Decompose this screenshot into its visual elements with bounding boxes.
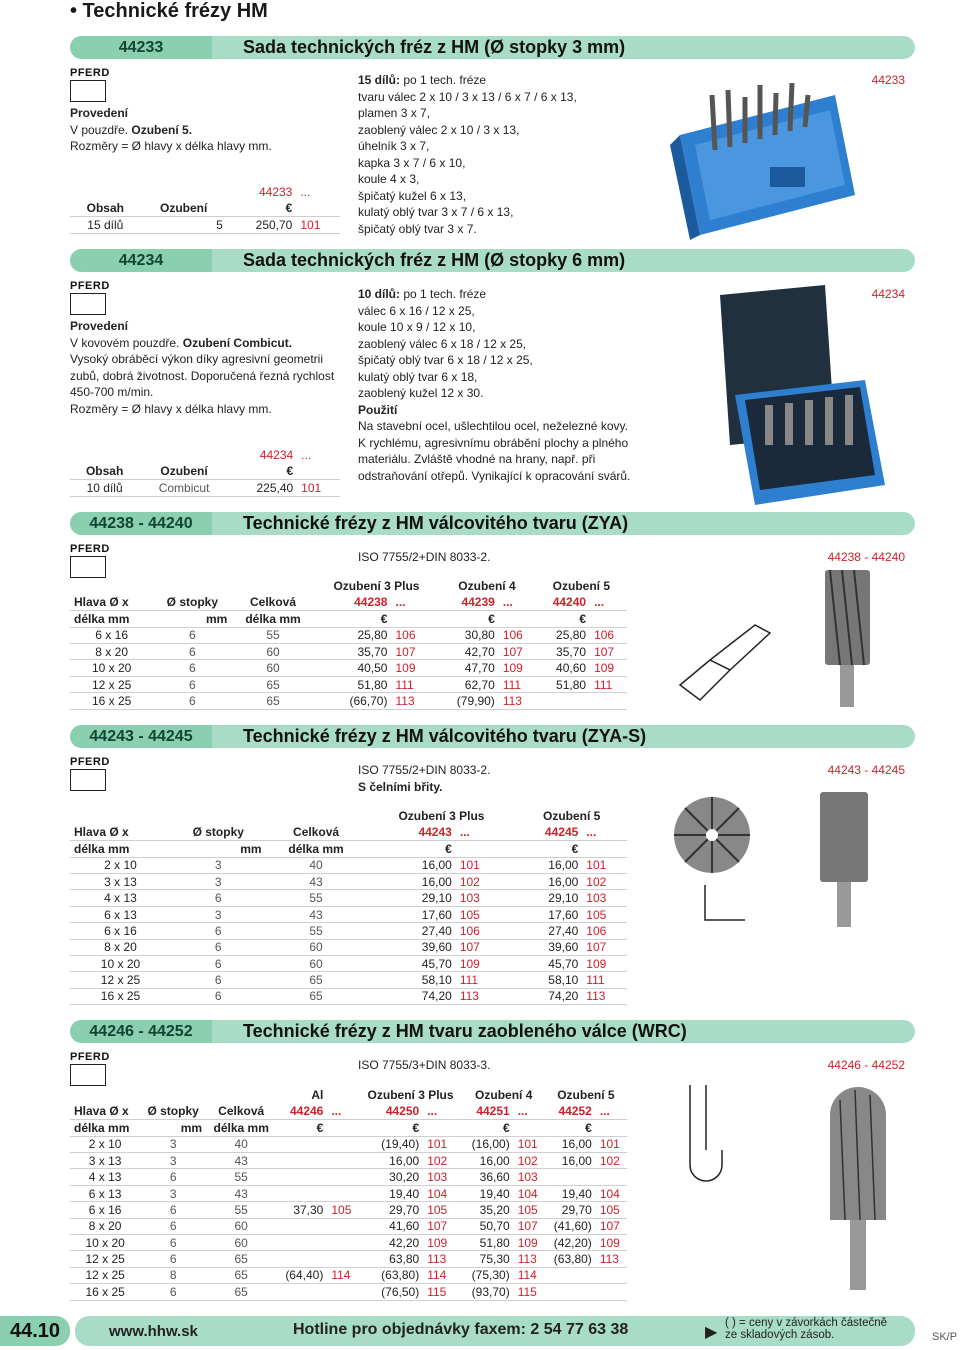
arrow-right-icon: ▶	[705, 1324, 718, 1341]
logo-text: PFERD	[70, 67, 110, 79]
table-row: 6 x 16 6 55 25,80 106 30,80 106 25,80 106	[70, 627, 627, 643]
table-row: 12 x 25 6 65 51,80 111 62,70 111 51,80 111	[70, 676, 627, 692]
price-note: ( ) = ceny v závorkách částečně ze skladových zásob.	[725, 1317, 888, 1341]
section-code: 44238 - 44240	[70, 512, 212, 535]
section-code: 44246 - 44252	[70, 1020, 212, 1043]
horse-icon	[70, 1064, 106, 1086]
section-title: Sada technických fréz z HM (Ø stopky 3 mm)	[243, 37, 626, 57]
table-row: 8 x 20 6 60 35,70 107 42,70 107 35,70 107	[70, 644, 627, 660]
table-row: 16 x 25 6 65 74,20 113 74,20 113	[70, 988, 627, 1004]
logo-text: PFERD	[70, 1051, 110, 1063]
section-title: Technické frézy z HM válcovitého tvaru (ZYA)	[243, 513, 629, 533]
section-title: Sada technických fréz z HM (Ø stopky 6 mm)	[243, 250, 626, 270]
table-row: 2 x 10 3 40 (19,40) 101 (16,00) 101 16,00 101	[70, 1136, 627, 1152]
pferd-logo	[70, 1051, 108, 1086]
section-header-44234	[70, 249, 915, 272]
section-header-44233	[70, 36, 915, 59]
page-title: • Technické frézy HM	[70, 0, 268, 22]
s4-norm: ISO 7755/2+DIN 8033-2. S čelními břity.	[358, 763, 491, 794]
s2-provedeni: Provedení V kovovém pouzdře. Ozubení Combicut. Vysoký obráběcí výkon díky agresivní geometrii zubů, dobrá životnost. Doporučená řezná rychlost 450-700 m/min. Rozměry = Ø hlavy x délka hlavy mm.	[70, 319, 335, 416]
s1-price-table: 44233 ... Obsah Ozubení € 15 dílů 5 250,70 101	[70, 184, 340, 234]
section-code: 44243 - 44245	[70, 725, 212, 748]
table-row: 12 x 25 6 65 63,80 113 75,30 113 (63,80) 113	[70, 1251, 627, 1267]
website-link[interactable]: www.hhw.sk	[109, 1323, 198, 1340]
section-header-44246	[70, 1020, 915, 1043]
table-row: 2 x 10 3 40 16,00 101 16,00 101	[70, 857, 627, 873]
table-row: 12 x 25 8 65 (64,40) 114 (63,80) 114 (75,30) 114	[70, 1267, 627, 1283]
s2-price-table: 44234 ... Obsah Ozubení € 10 dílů Combicut 225,40 101	[70, 447, 340, 497]
horse-icon	[70, 769, 106, 791]
pferd-logo	[70, 67, 108, 102]
s5-code-ref: 44246 - 44252	[827, 1058, 905, 1072]
table-row: 8 x 20 6 60 39,60 107 39,60 107	[70, 939, 627, 955]
section-title: Technické frézy z HM válcovitého tvaru (ZYA-S)	[243, 726, 647, 746]
section-code: 44234	[70, 249, 212, 272]
section-header-44243	[70, 725, 915, 748]
table-row: 4 x 13 6 55 29,10 103 29,10 103	[70, 890, 627, 906]
burr-set-metal-case-image	[715, 285, 890, 510]
table-row: 6 x 16 6 55 27,40 106 27,40 106	[70, 923, 627, 939]
s4-price-table: Ozubení 3 Plus Ozubení 5 Hlava Ø x Ø stopky Celková 44243 ... 44245 ... délka mm mm délka mm € € 2 x 10 3 40 16,00 101 16,00 101 3 x 13 3 43 16,00 102 16,00 102 4 x 13 6 55 29,10 103 29,10 103 6 x 13 3 43 17,60 105 17,60 105 6 x 16 6 55 27,40 106 27,40 106 8 x 20 6 60 39,60 107 39,60 107 10 x 20 6 60 45,70 109 45,70 109 12 x 25 6 65 58,10 111 58,10 111 16 x 25 6 65 74,20 113 74,20 113	[70, 808, 627, 1005]
table-row: 6 x 13 3 43 19,40 104 19,40 104 19,40 104	[70, 1185, 627, 1201]
cylinder-burr-zya-s-image	[670, 790, 900, 930]
s1-provedeni: Provedení V pouzdře. Ozubení 5. Rozměry = Ø hlavy x délka hlavy mm.	[70, 106, 272, 153]
section-title: Technické frézy z HM tvaru zaobleného válce (WRC)	[243, 1021, 687, 1041]
language-code: SK/P	[932, 1331, 958, 1343]
table-row: 16 x 25 6 65 (66,70) 113 (79,90) 113	[70, 693, 627, 709]
page-number: 44.10	[0, 1316, 70, 1346]
table-row: 10 x 20 6 60 40,50 109 47,70 109 40,60 109	[70, 660, 627, 676]
s2-description: 10 dílů: po 1 tech. fréze válec 6 x 16 / 12 x 25, koule 10 x 9 / 12 x 10, zaoblený válec 6 x 18 / 12 x 25, špičatý oblý tvar 6 x 18 / 12 x 25, kulatý oblý tvar 6 x 18, zaoblený kužel 12 x 30. Použití Na stavební ocel, ušlechtilou ocel, neželezné kovy. K rychlému, agresivnímu obrábění plochy a plného materiálu. Zvláště vhodné na hrany, např. při odstraňování otřepů. Vynikající k opracování svárů.	[358, 287, 631, 483]
table-row: 6 x 16 6 55 37,30 105 29,70 105 35,20 105 29,70 105	[70, 1202, 627, 1218]
logo-text: PFERD	[70, 280, 110, 292]
s1-description: 15 dílů: po 1 tech. fréze tvaru válec 2 x 10 / 3 x 13 / 6 x 7 / 6 x 13, plamen 3 x 7, zaoblený válec 2 x 10 / 3 x 13, úhelník 3 x 7, kapka 3 x 7 / 6 x 10, koule 4 x 3, špičatý kužel 6 x 13, kulatý oblý tvar 3 x 7 / 6 x 13, špičatý oblý tvar 3 x 7.	[358, 73, 577, 236]
logo-text: PFERD	[70, 543, 110, 555]
table-row: 3 x 13 3 43 16,00 102 16,00 102 16,00 102	[70, 1153, 627, 1169]
s5-price-table: Al Ozubení 3 Plus Ozubení 4 Ozubení 5 Hlava Ø x Ø stopky Celková 44246 ... 44250 ... 44251 ... 44252 ... délka mm mm délka mm € € € € 2 x 10 3 40 (19,40) 101 (16,00) 101 16,00 101 3 x 13 3 43 16,00 102 16,00 102 16,00 102 4 x 13 6 55 30,20 103 36,60 103 6 x 13 3 43 19,40 104 19,40 104 19,40 104 6 x 16 6 55 37,30 105 29,70 105 35,20 105 29,70 105 8 x 20 6 60 41,60 107 50,70 107 (41,60) 107 10 x 20 6 60 42,20 109 51,80 109 (42,20) 109 12 x 25 6 65 63,80 113 75,30 113 (63,80) 113 12 x 25 8 65 (64,40) 114 (63,80) 114 (75,30) 114 16 x 25 6 65 (76,50) 115 (93,70) 115	[70, 1087, 627, 1301]
table-row: 10 x 20 6 60 42,20 109 51,80 109 (42,20) 109	[70, 1235, 627, 1251]
horse-icon	[70, 80, 106, 102]
s3-code-ref: 44238 - 44240	[827, 550, 905, 564]
logo-text: PFERD	[70, 756, 110, 768]
s3-price-table: Ozubení 3 Plus Ozubení 4 Ozubení 5 Hlava Ø x Ø stopky Celková 44238 ... 44239 ... 44240 ... délka mm mm délka mm € € € 6 x 16 6 55 25,80 106 30,80 106 25,80 106 8 x 20 6 60 35,70 107 42,70 107 35,70 107 10 x 20 6 60 40,50 109 47,70 109 40,60 109 12 x 25 6 65 51,80 111 62,70 111 51,80 111 16 x 25 6 65 (66,70) 113 (79,90) 113	[70, 578, 627, 710]
cylinder-burr-zya-image	[660, 565, 900, 715]
footer-bar	[75, 1316, 915, 1346]
table-row: 6 x 13 3 43 17,60 105 17,60 105	[70, 906, 627, 922]
ball-nosed-cylinder-burr-image	[660, 1080, 900, 1300]
pferd-logo	[70, 280, 108, 315]
section-code: 44233	[70, 36, 212, 59]
burr-set-blue-case-image	[660, 75, 860, 240]
horse-icon	[70, 293, 106, 315]
table-row: 12 x 25 6 65 58,10 111 58,10 111	[70, 972, 627, 988]
pferd-logo	[70, 756, 108, 791]
horse-icon	[70, 556, 106, 578]
s5-norm: ISO 7755/3+DIN 8033-3.	[358, 1058, 491, 1072]
table-row: 8 x 20 6 60 41,60 107 50,70 107 (41,60) 107	[70, 1218, 627, 1234]
s1-code-ref: 44233	[871, 73, 905, 87]
table-row: 16 x 25 6 65 (76,50) 115 (93,70) 115	[70, 1284, 627, 1300]
s4-code-ref: 44243 - 44245	[827, 763, 905, 777]
table-row: 4 x 13 6 55 30,20 103 36,60 103	[70, 1169, 627, 1185]
s2-code-ref: 44234	[871, 287, 905, 301]
table-row: 10 x 20 6 60 45,70 109 45,70 109	[70, 956, 627, 972]
section-header-44238	[70, 512, 915, 535]
hotline-text: Hotline pro objednávky faxem: 2 54 77 63 38	[293, 1321, 629, 1338]
table-row: 3 x 13 3 43 16,00 102 16,00 102	[70, 874, 627, 890]
pferd-logo	[70, 543, 108, 578]
s3-norm: ISO 7755/2+DIN 8033-2.	[358, 550, 491, 564]
